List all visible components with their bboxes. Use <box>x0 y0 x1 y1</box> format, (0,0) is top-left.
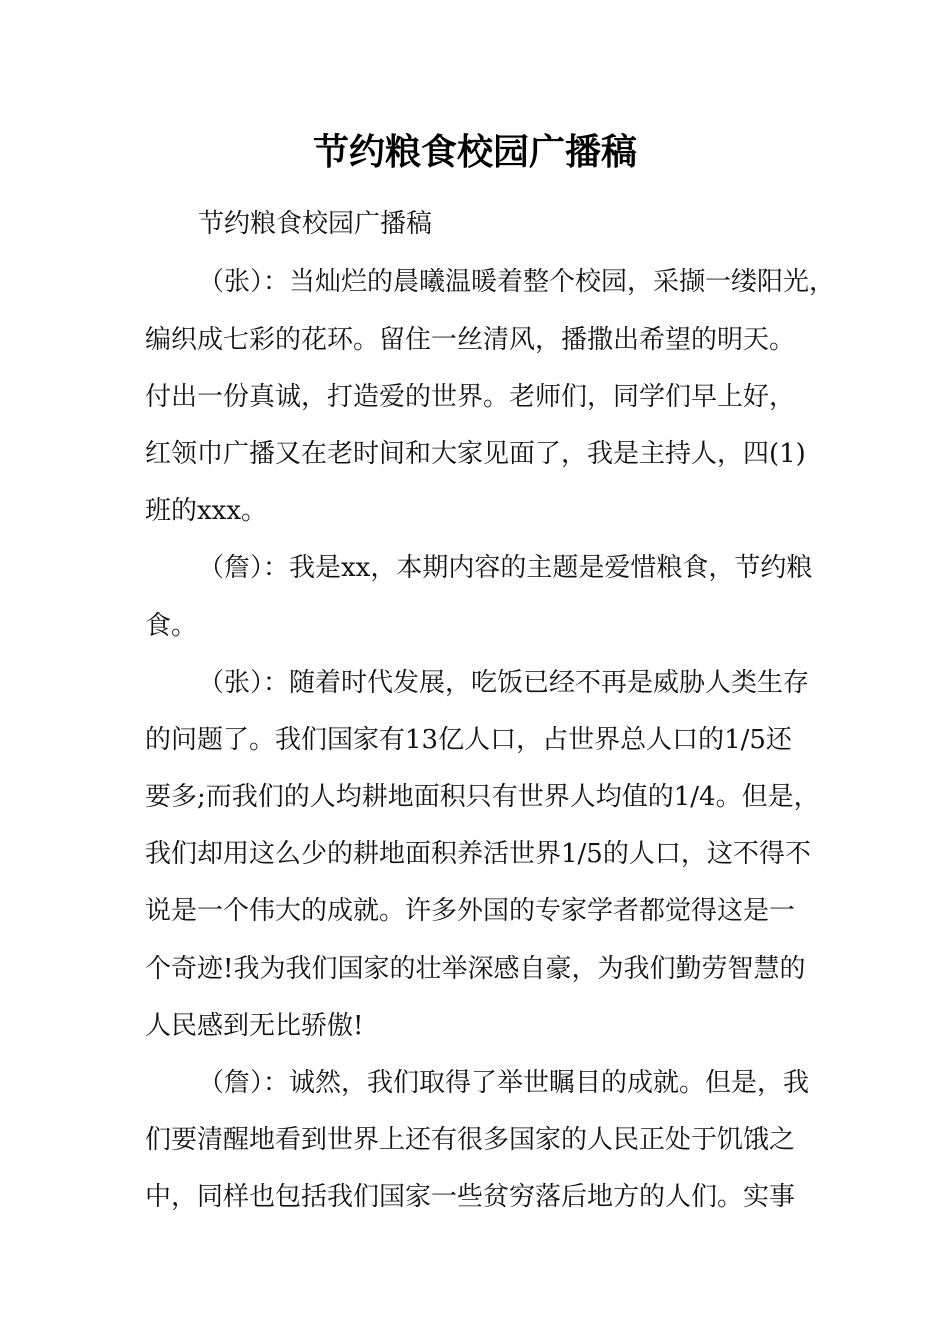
paragraph-line: 编织成七彩的花环。留住一丝清风，播撒出希望的明天。 <box>145 325 796 355</box>
paragraph-line: （詹）：诚然，我们取得了举世瞩目的成就。但是，我 <box>198 1068 810 1098</box>
paragraph-line: 红领巾广播又在老时间和大家见面了，我是主持人，四(1) <box>145 439 806 469</box>
paragraph-line: 说是一个伟大的成就。许多外国的专家学者都觉得这是一 <box>145 896 796 926</box>
paragraph-line: （张）：随着时代发展，吃饭已经不再是威胁人类生存 <box>198 668 810 698</box>
document-subtitle: 节约粮食校园广播稿 <box>198 209 433 239</box>
paragraph-line: 要多;而我们的人均耕地面积只有世界人均值的1/4。但是， <box>145 782 820 812</box>
paragraph-line: 付出一份真诚，打造爱的世界。老师们，同学们早上好， <box>145 382 796 412</box>
paragraph-line: 人民感到无比骄傲! <box>145 1011 364 1041</box>
paragraph-line: 食。 <box>145 611 198 641</box>
paragraph-line: 我们却用这么少的耕地面积养活世界1/5的人口，这不得不 <box>145 839 811 869</box>
paragraph-line: 们要清醒地看到世界上还有很多国家的人民正处于饥饿之 <box>145 1125 796 1155</box>
document-title: 节约粮食校园广播稿 <box>312 131 637 173</box>
paragraph-line: （张）：当灿烂的晨曦温暖着整个校园，采撷一缕阳光， <box>198 267 836 297</box>
paragraph-line: 中，同样也包括我们国家一些贫穷落后地方的人们。实事 <box>145 1182 796 1212</box>
paragraph-line: 个奇迹!我为我们国家的壮举深感自豪，为我们勤劳智慧的 <box>145 954 806 984</box>
paragraph-line: 班的xxx。 <box>145 496 267 526</box>
paragraph-line: （詹）：我是xx，本期内容的主题是爱惜粮食，节约粮 <box>198 553 813 583</box>
paragraph-line: 的问题了。我们国家有13亿人口，占世界总人口的1/5还 <box>145 725 792 755</box>
